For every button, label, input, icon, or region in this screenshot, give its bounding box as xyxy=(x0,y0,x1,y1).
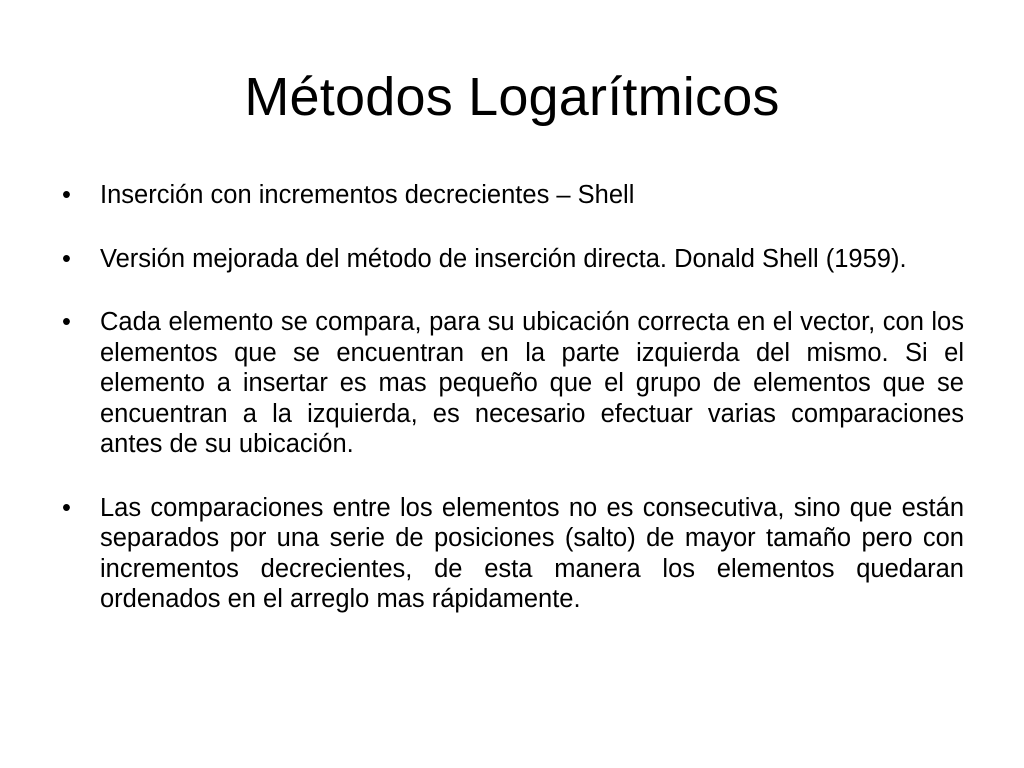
bullet-list xyxy=(62,180,964,648)
bullet-text: Inserción con incrementos decrecientes – Shell xyxy=(100,181,635,209)
bullet-marker: • xyxy=(62,308,71,336)
bullet-marker: • xyxy=(62,181,71,209)
bullet-text: Las comparaciones entre los elementos no es consecutiva, sino que están separados por una serie de posiciones (salto) de mayor tamaño pero con incrementos decrecientes, de esta manera los elementos quedaran ordenados en el arreglo mas rápidamente. xyxy=(100,493,964,613)
bullet-marker: • xyxy=(62,493,71,522)
bullet-item xyxy=(62,307,964,460)
bullet-item xyxy=(62,244,964,275)
slide-title: Métodos Logarítmicos xyxy=(244,67,780,127)
bullet-item xyxy=(62,180,964,211)
bullet-text: Versión mejorada del método de inserción directa. Donald Shell (1959). xyxy=(100,244,907,273)
bullet-text: Cada elemento se compara, para su ubicación correcta en el vector, con los elementos que se encuentran en la parte izquierda del mismo. Si el elemento a insertar es mas pequeño que el grupo de elementos que se encuentran a la izquierda, es necesario efectuar varias comparaciones antes de su ubicación. xyxy=(100,308,964,458)
bullet-item xyxy=(62,493,964,615)
bullet-marker: • xyxy=(62,244,71,273)
